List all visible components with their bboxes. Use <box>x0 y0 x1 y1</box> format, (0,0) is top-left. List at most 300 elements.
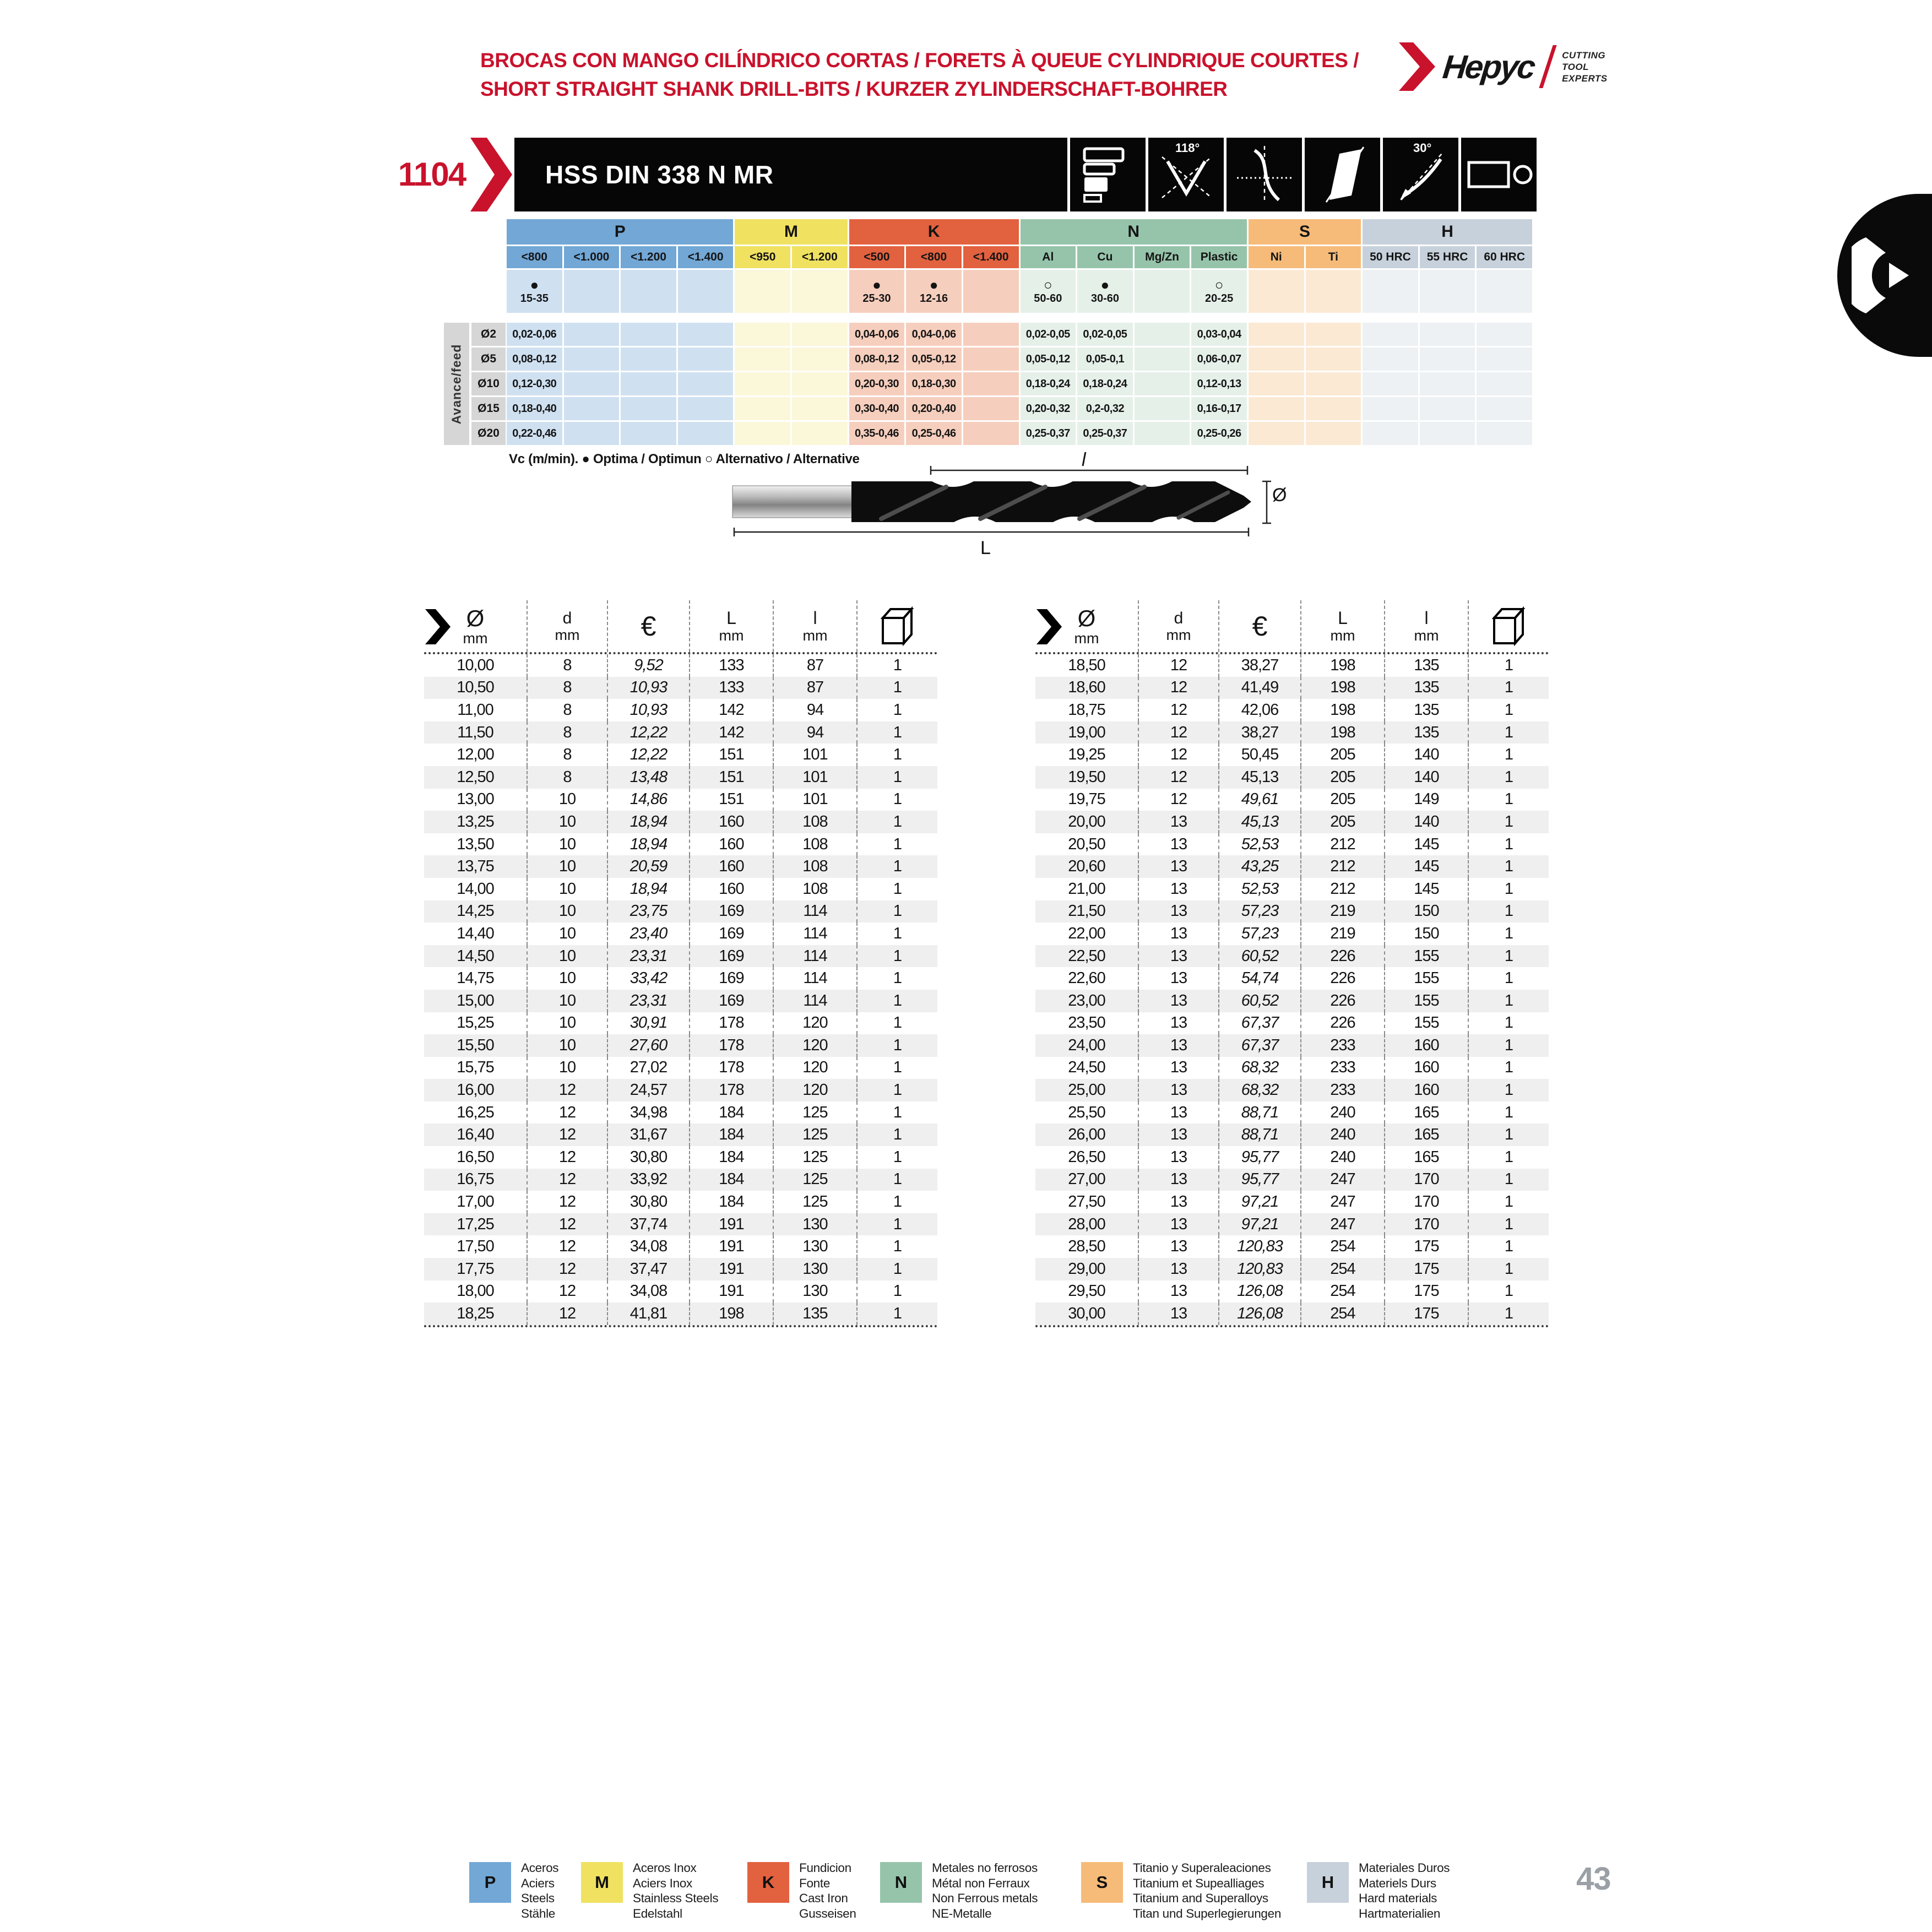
legend-item-N <box>880 1860 1038 1921</box>
cell-shank-diameter: 10 <box>527 855 607 878</box>
cell-pack-qty: 1 <box>1468 1079 1549 1101</box>
cell-pack-qty: 1 <box>856 811 937 833</box>
legend-line: Stainless Steels <box>633 1891 719 1905</box>
cell-price: 18,94 <box>607 878 689 900</box>
col-header-shank: d mm <box>1138 600 1218 652</box>
feed-cell: 0,25-0,37 <box>1021 422 1076 445</box>
speed-subcol: <950 <box>735 246 790 268</box>
legend-line: Aciers <box>521 1876 555 1890</box>
cell-shank-diameter: 13 <box>1138 1101 1218 1124</box>
table-row <box>424 811 937 833</box>
legend-swatch-P: P <box>469 1862 511 1903</box>
cell-flute-length: 120 <box>773 1034 856 1057</box>
table-row <box>424 990 937 1012</box>
cell-flute-length: 114 <box>773 945 856 968</box>
feed-cell <box>1135 348 1190 371</box>
speed-vc-cell <box>1420 270 1475 313</box>
cell-price: 12,22 <box>607 721 689 744</box>
cell-flute-length: 155 <box>1384 990 1468 1012</box>
speed-subcol: <1.200 <box>792 246 848 268</box>
feed-cell: 0,20-0,40 <box>906 397 962 420</box>
speed-subcol: <1.200 <box>621 246 676 268</box>
product-family-code: 1104 <box>398 156 466 193</box>
cell-total-length: 160 <box>689 833 773 856</box>
cell-shank-diameter: 13 <box>1138 1280 1218 1303</box>
feed-cell <box>1363 372 1418 395</box>
cell-flute-length: 125 <box>773 1169 856 1191</box>
cell-pack-qty: 1 <box>1468 654 1549 677</box>
cell-shank-diameter: 13 <box>1138 1057 1218 1079</box>
table-row <box>424 1169 937 1191</box>
legend-line: Aceros Inox <box>633 1861 697 1875</box>
cell-total-length: 133 <box>689 654 773 677</box>
cell-flute-length: 135 <box>1384 654 1468 677</box>
speed-subcol: Plastic <box>1191 246 1247 268</box>
cell-diameter: 24,00 <box>1068 1036 1105 1054</box>
feed-cell: 0,12-0,30 <box>507 372 562 395</box>
speed-vc-cell <box>564 270 620 313</box>
cell-pack-qty: 1 <box>856 1303 937 1325</box>
legend-line: Titanio y Superaleaciones <box>1133 1861 1271 1875</box>
feed-cell <box>792 323 848 346</box>
cell-price: 60,52 <box>1218 990 1300 1012</box>
legend-line: Gusseisen <box>799 1906 856 1920</box>
feed-cell <box>735 323 790 346</box>
cell-pack-qty: 1 <box>1468 967 1549 990</box>
table-row <box>1035 789 1549 811</box>
cell-shank-diameter: 13 <box>1138 878 1218 900</box>
legend-line: Cast Iron <box>799 1891 848 1905</box>
cell-shank-diameter: 12 <box>1138 699 1218 721</box>
feed-cell <box>621 348 676 371</box>
feed-cell <box>792 348 848 371</box>
feed-row-label: Ø15 <box>471 397 506 420</box>
cell-flute-length: 150 <box>1384 922 1468 945</box>
feed-cell <box>1477 422 1532 445</box>
cell-flute-length: 145 <box>1384 855 1468 878</box>
feed-row-labels <box>471 323 506 445</box>
cell-shank-diameter: 13 <box>1138 967 1218 990</box>
feed-cell <box>1249 397 1304 420</box>
table-row <box>1035 833 1549 856</box>
cell-pack-qty: 1 <box>856 744 937 766</box>
table-row <box>424 967 937 990</box>
cell-total-length: 254 <box>1300 1258 1384 1280</box>
cell-total-length: 178 <box>689 1057 773 1079</box>
cell-flute-length: 160 <box>1384 1034 1468 1057</box>
cell-diameter: 25,00 <box>1068 1081 1105 1099</box>
feed-cell: 0,16-0,17 <box>1191 397 1247 420</box>
cell-diameter: 15,25 <box>457 1014 494 1032</box>
speed-table-caption: Vc (m/min). ● Optima / Optimun ○ Alternativo / Alternative <box>509 452 860 466</box>
feed-cell <box>1306 323 1361 346</box>
feed-cell: 0,35-0,46 <box>849 422 905 445</box>
table-row <box>1035 1124 1549 1146</box>
legend-item-K <box>747 1860 856 1921</box>
feed-cell <box>678 348 734 371</box>
feed-cell: 0,05-0,12 <box>906 348 962 371</box>
cell-price: 88,71 <box>1218 1124 1300 1146</box>
cell-pack-qty: 1 <box>856 699 937 721</box>
cell-pack-qty: 1 <box>1468 1213 1549 1236</box>
cell-total-length: 205 <box>1300 766 1384 789</box>
legend-line: Fonte <box>799 1876 831 1890</box>
cell-shank-diameter: 8 <box>527 654 607 677</box>
cylindrical-shank-icon <box>1458 138 1537 211</box>
cell-shank-diameter: 12 <box>527 1258 607 1280</box>
feed-cell <box>963 372 1019 395</box>
cell-total-length: 160 <box>689 855 773 878</box>
table-row <box>424 833 937 856</box>
legend-item-P <box>469 1860 558 1921</box>
cell-total-length: 254 <box>1300 1280 1384 1303</box>
cell-pack-qty: 1 <box>1468 922 1549 945</box>
cell-flute-length: 160 <box>1384 1057 1468 1079</box>
cell-price: 52,53 <box>1218 878 1300 900</box>
cell-total-length: 178 <box>689 1012 773 1035</box>
speed-group-K: K <box>849 219 1019 245</box>
vc-range: 30-60 <box>1090 292 1119 305</box>
cell-diameter: 19,25 <box>1068 746 1105 764</box>
cell-price: 30,91 <box>607 1012 689 1035</box>
cell-price: 41,49 <box>1218 677 1300 699</box>
logo-slash <box>1539 45 1556 88</box>
helix-angle-label: 30° <box>1413 141 1432 155</box>
speed-subcol: 55 HRC <box>1420 246 1475 268</box>
table-row <box>1035 1057 1549 1079</box>
cell-total-length: 184 <box>689 1146 773 1169</box>
table-row <box>424 1213 937 1236</box>
price-table-left <box>424 600 937 1327</box>
legend-line: Metales no ferrosos <box>932 1861 1038 1875</box>
cell-pack-qty: 1 <box>1468 1124 1549 1146</box>
cell-pack-qty: 1 <box>856 855 937 878</box>
cell-pack-qty: 1 <box>1468 1169 1549 1191</box>
cell-price: 57,23 <box>1218 922 1300 945</box>
cell-shank-diameter: 12 <box>527 1280 607 1303</box>
cell-flute-length: 114 <box>773 900 856 923</box>
cell-diameter: 16,40 <box>457 1126 494 1144</box>
table-row <box>424 654 937 677</box>
cell-flute-length: 125 <box>773 1101 856 1124</box>
cell-pack-qty: 1 <box>1468 1303 1549 1325</box>
cell-total-length: 198 <box>1300 677 1384 699</box>
table-row <box>424 721 937 744</box>
cell-pack-qty: 1 <box>1468 677 1549 699</box>
cell-total-length: 247 <box>1300 1191 1384 1213</box>
cell-diameter: 17,00 <box>457 1193 494 1211</box>
feed-cell <box>678 422 734 445</box>
cell-total-length: 169 <box>689 945 773 968</box>
table-row <box>424 945 937 968</box>
cell-pack-qty: 1 <box>856 1124 937 1146</box>
cell-shank-diameter: 12 <box>527 1303 607 1325</box>
cell-flute-length: 149 <box>1384 789 1468 811</box>
cell-price: 52,53 <box>1218 833 1300 856</box>
legend-line: Aceros <box>521 1861 559 1875</box>
cell-pack-qty: 1 <box>856 654 937 677</box>
cell-total-length: 198 <box>1300 654 1384 677</box>
table-row <box>424 677 937 699</box>
cell-shank-diameter: 10 <box>527 1057 607 1079</box>
cell-diameter: 16,00 <box>457 1081 494 1099</box>
feed-cell <box>564 323 620 346</box>
vc-range: 25-30 <box>862 292 891 305</box>
cell-pack-qty: 1 <box>856 967 937 990</box>
cell-flute-length: 170 <box>1384 1191 1468 1213</box>
cell-diameter: 15,75 <box>457 1059 494 1077</box>
cell-price: 23,31 <box>607 990 689 1012</box>
cell-pack-qty: 1 <box>1468 721 1549 744</box>
cell-diameter: 27,50 <box>1068 1193 1105 1211</box>
cell-diameter: 22,60 <box>1068 969 1105 987</box>
cell-diameter: 15,50 <box>457 1036 494 1054</box>
feed-cell <box>1135 372 1190 395</box>
feed-cell <box>1477 397 1532 420</box>
cell-diameter: 22,50 <box>1068 947 1105 965</box>
feed-cell <box>1135 422 1190 445</box>
page-title <box>480 46 1359 104</box>
feed-cell: 0,06-0,07 <box>1191 348 1247 371</box>
cell-total-length: 198 <box>1300 699 1384 721</box>
cell-flute-length: 130 <box>773 1235 856 1258</box>
cell-price: 12,22 <box>607 744 689 766</box>
legend-line: Titan und Superlegierungen <box>1133 1906 1282 1920</box>
feed-row-label: Ø2 <box>471 323 506 346</box>
cell-diameter: 17,50 <box>457 1238 494 1256</box>
cell-pack-qty: 1 <box>856 1191 937 1213</box>
cell-price: 126,08 <box>1218 1303 1300 1325</box>
table-row <box>424 855 937 878</box>
cell-pack-qty: 1 <box>1468 1258 1549 1280</box>
speed-vc-cell <box>1135 270 1190 313</box>
speed-vc-cell <box>735 270 790 313</box>
feed-axis-label: Avance/feed <box>444 323 469 445</box>
cell-total-length: 198 <box>1300 721 1384 744</box>
feed-cell <box>1420 397 1475 420</box>
table-row <box>1035 1101 1549 1124</box>
cell-diameter: 13,25 <box>457 812 494 831</box>
vc-range: 12-16 <box>919 292 948 305</box>
cell-shank-diameter: 13 <box>1138 1146 1218 1169</box>
cell-price: 23,40 <box>607 922 689 945</box>
feed-cell: 0,25-0,46 <box>906 422 962 445</box>
table-row <box>1035 922 1549 945</box>
feed-cell <box>678 397 734 420</box>
cell-flute-length: 165 <box>1384 1124 1468 1146</box>
cell-diameter: 18,50 <box>1068 656 1105 674</box>
cell-diameter: 28,00 <box>1068 1215 1105 1233</box>
table-row <box>424 1191 937 1213</box>
legend-line: Titanium and Superalloys <box>1133 1891 1268 1905</box>
feed-cell <box>564 372 620 395</box>
cell-diameter: 20,60 <box>1068 858 1105 876</box>
cell-total-length: 233 <box>1300 1057 1384 1079</box>
speed-subcol: Ni <box>1249 246 1304 268</box>
feed-cell <box>1249 348 1304 371</box>
table-chevron-icon <box>425 609 451 644</box>
cell-flute-length: 94 <box>773 699 856 721</box>
table-row <box>1035 1012 1549 1035</box>
cell-price: 68,32 <box>1218 1057 1300 1079</box>
cell-flute-length: 87 <box>773 677 856 699</box>
feed-cell: 0,03-0,04 <box>1191 323 1247 346</box>
cell-flute-length: 120 <box>773 1012 856 1035</box>
cell-total-length: 240 <box>1300 1146 1384 1169</box>
cell-price: 60,52 <box>1218 945 1300 968</box>
cell-price: 37,74 <box>607 1213 689 1236</box>
cell-diameter: 21,50 <box>1068 902 1105 920</box>
cell-price: 57,23 <box>1218 900 1300 923</box>
cell-flute-length: 108 <box>773 878 856 900</box>
tagline-line: TOOL <box>1562 61 1589 72</box>
col-header-flute-length: l mm <box>773 600 856 652</box>
cell-total-length: 160 <box>689 878 773 900</box>
cell-price: 37,47 <box>607 1258 689 1280</box>
table-row <box>1035 967 1549 990</box>
price-table-right <box>1035 600 1549 1327</box>
cell-diameter: 16,25 <box>457 1103 494 1121</box>
speed-vc-cell <box>849 270 905 313</box>
logo-wordmark: Hepyc <box>1441 48 1536 85</box>
cell-price: 10,93 <box>607 699 689 721</box>
feed-cell <box>1420 348 1475 371</box>
cell-total-length: 178 <box>689 1079 773 1101</box>
cell-pack-qty: 1 <box>856 990 937 1012</box>
page-edge-tab <box>1837 194 1932 357</box>
cell-pack-qty: 1 <box>1468 945 1549 968</box>
box-icon <box>1491 606 1527 647</box>
cell-pack-qty: 1 <box>856 1258 937 1280</box>
vc-dot: ○ <box>1043 276 1052 293</box>
table-row <box>1035 811 1549 833</box>
cell-pack-qty: 1 <box>856 833 937 856</box>
cell-flute-length: 170 <box>1384 1169 1468 1191</box>
logo-chevron-icon <box>1399 40 1435 93</box>
cell-flute-length: 108 <box>773 855 856 878</box>
cell-shank-diameter: 10 <box>527 833 607 856</box>
cell-shank-diameter: 12 <box>527 1169 607 1191</box>
speed-subcol: <800 <box>906 246 962 268</box>
cell-shank-diameter: 12 <box>527 1213 607 1236</box>
feed-cell: 0,18-0,24 <box>1077 372 1133 395</box>
vc-dot: ○ <box>1214 276 1224 293</box>
speed-subcol: <1.000 <box>564 246 620 268</box>
cell-shank-diameter: 12 <box>527 1235 607 1258</box>
table-row <box>1035 699 1549 721</box>
cell-pack-qty: 1 <box>856 1146 937 1169</box>
table-row <box>424 1101 937 1124</box>
cell-flute-length: 130 <box>773 1213 856 1236</box>
feed-cell <box>621 372 676 395</box>
table-row <box>424 1146 937 1169</box>
table-row <box>1035 744 1549 766</box>
cell-price: 54,74 <box>1218 967 1300 990</box>
cell-shank-diameter: 12 <box>527 1146 607 1169</box>
feed-cell: 0,18-0,24 <box>1021 372 1076 395</box>
table-row <box>1035 1034 1549 1057</box>
cell-shank-diameter: 13 <box>1138 855 1218 878</box>
cell-pack-qty: 1 <box>856 945 937 968</box>
speed-vc-cell <box>1477 270 1532 313</box>
cell-price: 27,02 <box>607 1057 689 1079</box>
cell-shank-diameter: 10 <box>527 811 607 833</box>
cell-diameter: 18,75 <box>1068 701 1105 719</box>
cell-shank-diameter: 13 <box>1138 1191 1218 1213</box>
cell-flute-length: 125 <box>773 1146 856 1169</box>
cell-diameter: 20,50 <box>1068 835 1105 853</box>
table-row <box>424 900 937 923</box>
cell-shank-diameter: 8 <box>527 744 607 766</box>
cell-pack-qty: 1 <box>1468 1146 1549 1169</box>
cell-flute-length: 94 <box>773 721 856 744</box>
cell-flute-length: 140 <box>1384 766 1468 789</box>
speed-subcol: Ti <box>1306 246 1361 268</box>
legend-line: Hartmaterialien <box>1359 1906 1441 1920</box>
feed-cell <box>621 422 676 445</box>
legend-text <box>521 1860 558 1921</box>
cell-shank-diameter: 13 <box>1138 945 1218 968</box>
cell-total-length: 226 <box>1300 990 1384 1012</box>
cell-total-length: 254 <box>1300 1303 1384 1325</box>
cell-total-length: 233 <box>1300 1079 1384 1101</box>
cell-flute-length: 175 <box>1384 1235 1468 1258</box>
cell-price: 13,48 <box>607 766 689 789</box>
cell-diameter: 12,00 <box>457 746 494 764</box>
cell-diameter: 10,00 <box>457 656 494 674</box>
cell-diameter: 24,50 <box>1068 1059 1105 1077</box>
feed-row-label: Ø10 <box>471 372 506 395</box>
cell-price: 88,71 <box>1218 1101 1300 1124</box>
cell-pack-qty: 1 <box>1468 1034 1549 1057</box>
cell-pack-qty: 1 <box>856 1057 937 1079</box>
legend-text <box>799 1860 856 1921</box>
feed-cell: 0,02-0,05 <box>1021 323 1076 346</box>
cell-total-length: 169 <box>689 990 773 1012</box>
flute-profile-icon <box>1302 138 1380 211</box>
legend-line: Non Ferrous metals <box>932 1891 1038 1905</box>
table-row <box>424 744 937 766</box>
cell-price: 27,60 <box>607 1034 689 1057</box>
legend-swatch-M: M <box>581 1862 623 1903</box>
diameter-label: Ø <box>1272 485 1287 506</box>
cell-shank-diameter: 10 <box>527 945 607 968</box>
speed-subcol: <1.400 <box>963 246 1019 268</box>
cell-pack-qty: 1 <box>1468 833 1549 856</box>
cell-price: 97,21 <box>1218 1213 1300 1236</box>
tagline-line: EXPERTS <box>1562 73 1608 84</box>
cell-diameter: 28,50 <box>1068 1238 1105 1256</box>
cell-total-length: 205 <box>1300 744 1384 766</box>
cell-pack-qty: 1 <box>1468 811 1549 833</box>
cell-flute-length: 135 <box>773 1303 856 1325</box>
table-row <box>424 1303 937 1325</box>
feed-cell <box>1135 323 1190 346</box>
table-row <box>424 1079 937 1101</box>
cell-diameter: 12,50 <box>457 768 494 786</box>
legend-text <box>1359 1860 1450 1921</box>
feed-cell: 0,02-0,06 <box>507 323 562 346</box>
cell-diameter: 22,00 <box>1068 924 1105 942</box>
page-number: 43 <box>1576 1861 1611 1897</box>
feed-cell <box>1420 372 1475 395</box>
cell-flute-length: 155 <box>1384 967 1468 990</box>
col-header-diameter: Ø mm <box>463 605 488 647</box>
legend-item-H <box>1307 1860 1450 1921</box>
cell-diameter: 21,00 <box>1068 880 1105 898</box>
cell-price: 33,42 <box>607 967 689 990</box>
cell-flute-length: 125 <box>773 1191 856 1213</box>
